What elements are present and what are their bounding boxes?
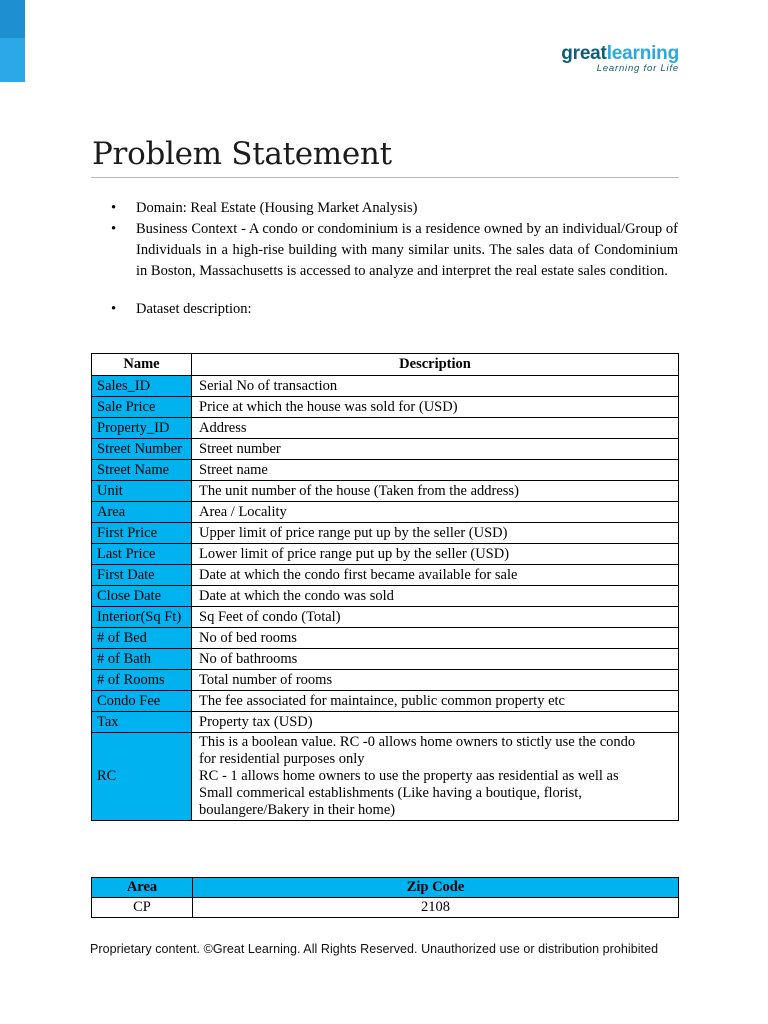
field-name: # of Bed [92,628,192,649]
field-description: Street name [192,460,679,481]
title-divider [91,177,679,178]
field-name: First Price [92,523,192,544]
area-cell: CP [92,898,193,918]
page-title: Problem Statement [92,136,392,172]
logo-word-great: great [561,43,607,64]
logo-word-learning: learning [606,43,679,64]
rc-line: RC - 1 allows home owners to use the property aas residential as well as [199,768,619,784]
table-row [92,586,679,607]
field-name: Area [92,502,192,523]
field-description: Date at which the condo was sold [192,586,679,607]
field-description: No of bathrooms [192,649,679,670]
table-row [92,670,679,691]
table-row [92,649,679,670]
field-name: Street Number [92,439,192,460]
field-name: Sale Price [92,397,192,418]
bullet-business-context: • Business Context - A condo or condominium is a residence owned by an individual/Group of Individuals in a high-rise building with many similar units. The sales data of Condominium in Boston, Massachusetts is accessed to analyze and interpret the real estate sales condition. [92,219,678,282]
field-description: Date at which the condo first became available for sale [192,565,679,586]
field-description: Address [192,418,679,439]
table-row [92,628,679,649]
greatlearning-logo [544,44,679,74]
bullet-list [92,198,678,320]
field-name: # of Rooms [92,670,192,691]
rc-line: Small commerical establishments (Like having a boutique, florist, [199,785,582,801]
dataset-description-table [91,353,679,821]
table-row [92,397,679,418]
field-description: Serial No of transaction [192,376,679,397]
field-description: Lower limit of price range put up by the seller (USD) [192,544,679,565]
field-name: Tax [92,712,192,733]
table-header-row [92,878,679,898]
field-description: The unit number of the house (Taken from the address) [192,481,679,502]
field-name: Interior(Sq Ft) [92,607,192,628]
field-description: Property tax (USD) [192,712,679,733]
corner-accent-bar [0,0,25,82]
field-description: No of bed rooms [192,628,679,649]
table-row [92,712,679,733]
field-name: Property_ID [92,418,192,439]
column-header-description: Description [192,354,679,376]
column-header-zip-code: Zip Code [193,878,679,898]
table-row [92,607,679,628]
table-row [92,691,679,712]
table-row [92,418,679,439]
rc-line: boulangere/Bakery in their home) [199,802,396,818]
logo-tagline: Learning for Life [596,63,679,74]
column-header-name: Name [92,354,192,376]
rc-line: This is a boolean value. RC -0 allows home owners to stictly use the condo [199,734,636,750]
field-description: Price at which the house was sold for (USD) [192,397,679,418]
zip-code-cell: 2108 [193,898,679,918]
table-row [92,565,679,586]
table-row [92,481,679,502]
column-header-area: Area [92,878,193,898]
table-row [92,544,679,565]
field-description: Sq Feet of condo (Total) [192,607,679,628]
field-name: Sales_ID [92,376,192,397]
table-header-row [92,354,679,376]
field-name: Condo Fee [92,691,192,712]
zip-code-table [91,877,679,918]
table-row [92,376,679,397]
table-row [92,502,679,523]
table-row-rc [92,733,679,821]
rc-line: for residential purposes only [199,751,365,767]
field-description: Street number [192,439,679,460]
table-row [92,523,679,544]
bullet-dataset-description: • Dataset description: [92,299,678,320]
bullet-domain: • Domain: Real Estate (Housing Market Analysis) [92,198,678,219]
field-description: Area / Locality [192,502,679,523]
field-name: Street Name [92,460,192,481]
field-description-rc [192,733,679,821]
field-description: The fee associated for maintaince, public common property etc [192,691,679,712]
field-name: RC [92,733,192,821]
footer-copyright: Proprietary content. ©Great Learning. All Rights Reserved. Unauthorized use or distribution prohibited [90,942,659,956]
table-row [92,439,679,460]
field-name: # of Bath [92,649,192,670]
field-name: First Date [92,565,192,586]
field-name: Close Date [92,586,192,607]
field-name: Unit [92,481,192,502]
logo-wordmark [544,44,679,64]
field-description: Upper limit of price range put up by the seller (USD) [192,523,679,544]
table-row [92,460,679,481]
field-description: Total number of rooms [192,670,679,691]
table-row [92,898,679,918]
field-name: Last Price [92,544,192,565]
